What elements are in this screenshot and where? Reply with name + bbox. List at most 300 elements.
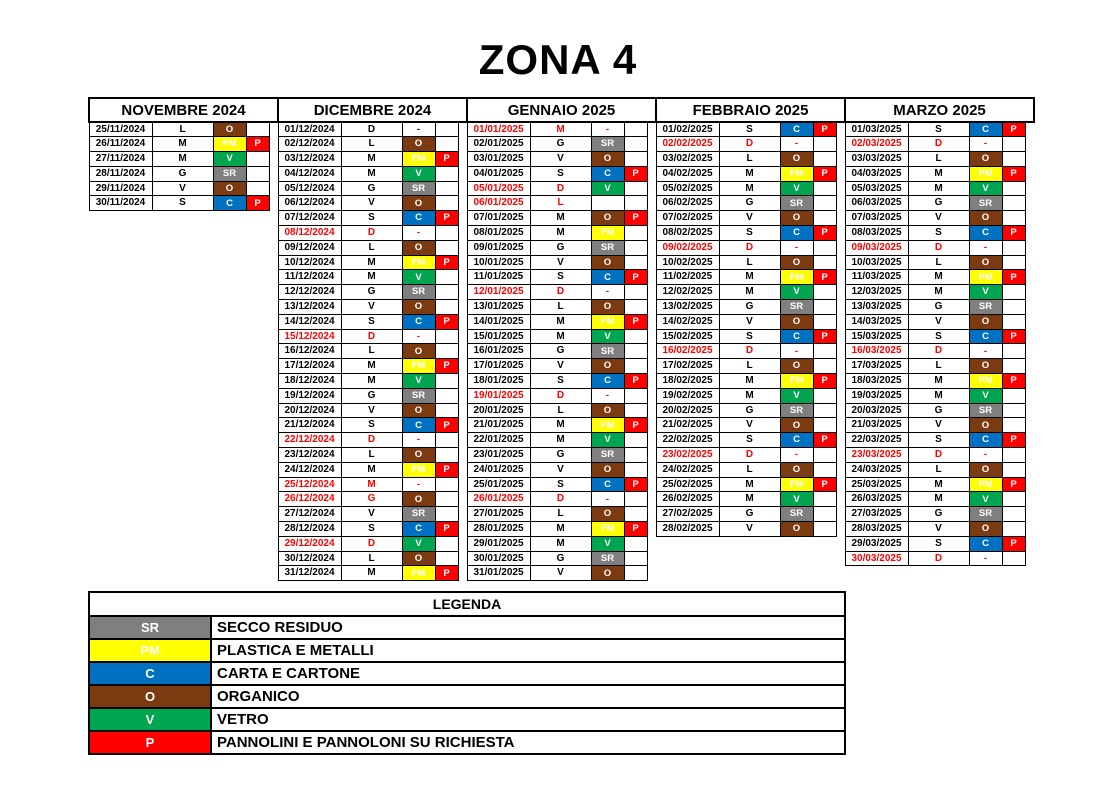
pannolini-cell — [624, 285, 647, 300]
empty-cell — [152, 507, 213, 522]
empty-cell — [1002, 566, 1025, 581]
date-cell: 16/01/2025 — [467, 344, 530, 359]
pannolini-cell — [624, 403, 647, 418]
empty-cell — [152, 211, 213, 226]
weekday-cell: S — [719, 226, 780, 241]
empty-cell — [213, 536, 246, 551]
empty-cell — [269, 300, 278, 315]
empty-cell — [89, 433, 152, 448]
month-spacer — [1025, 448, 1034, 463]
month-spacer — [269, 137, 278, 152]
legend-label: PLASTICA E METALLI — [211, 639, 845, 662]
date-cell: 23/01/2025 — [467, 448, 530, 463]
empty-cell — [213, 507, 246, 522]
weekday-cell: S — [908, 536, 969, 551]
month-spacer — [647, 137, 656, 152]
weekday-cell: L — [341, 344, 402, 359]
waste-code-cell — [591, 196, 624, 211]
empty-cell — [89, 285, 152, 300]
weekday-cell: V — [530, 255, 591, 270]
date-cell: 10/03/2025 — [845, 255, 908, 270]
pannolini-cell: P — [435, 359, 458, 374]
date-cell: 04/03/2025 — [845, 166, 908, 181]
month-spacer — [1025, 374, 1034, 389]
weekday-cell: M — [908, 181, 969, 196]
weekday-cell: D — [908, 344, 969, 359]
legend-swatch: C — [89, 662, 211, 685]
pannolini-cell — [813, 137, 836, 152]
empty-cell — [213, 285, 246, 300]
weekday-cell: V — [530, 462, 591, 477]
month-spacer — [647, 536, 656, 551]
empty-cell — [89, 492, 152, 507]
month-spacer — [458, 566, 467, 581]
pannolini-cell — [1002, 551, 1025, 566]
date-cell: 13/03/2025 — [845, 300, 908, 315]
date-cell: 21/02/2025 — [656, 418, 719, 433]
pannolini-cell — [624, 137, 647, 152]
legend-row — [89, 685, 845, 708]
pannolini-cell — [1002, 344, 1025, 359]
empty-cell — [152, 477, 213, 492]
month-spacer — [458, 492, 467, 507]
weekday-cell: S — [908, 226, 969, 241]
date-cell: 03/03/2025 — [845, 152, 908, 167]
pannolini-cell — [1002, 522, 1025, 537]
legend-row — [89, 639, 845, 662]
waste-code-cell: SR — [591, 551, 624, 566]
empty-cell — [269, 536, 278, 551]
empty-cell — [246, 374, 269, 389]
month-spacer — [458, 270, 467, 285]
month-spacer — [647, 240, 656, 255]
waste-code-cell: O — [780, 211, 813, 226]
pannolini-cell — [435, 477, 458, 492]
empty-cell — [152, 344, 213, 359]
date-cell: 30/12/2024 — [278, 551, 341, 566]
pannolini-cell: P — [246, 137, 269, 152]
month-spacer — [1025, 433, 1034, 448]
empty-cell — [213, 448, 246, 463]
weekday-cell: M — [152, 152, 213, 167]
empty-cell — [152, 255, 213, 270]
month-spacer — [458, 551, 467, 566]
weekday-cell: M — [530, 314, 591, 329]
waste-code-cell: O — [969, 152, 1002, 167]
empty-cell — [152, 522, 213, 537]
weekday-cell: M — [719, 374, 780, 389]
waste-code-cell: PM — [780, 270, 813, 285]
waste-code-cell: V — [969, 181, 1002, 196]
month-spacer — [836, 433, 845, 448]
date-cell: 01/01/2025 — [467, 122, 530, 137]
month-spacer — [647, 418, 656, 433]
waste-code-cell: O — [402, 344, 435, 359]
month-spacer — [458, 300, 467, 315]
date-cell: 04/02/2025 — [656, 166, 719, 181]
date-cell: 26/03/2025 — [845, 492, 908, 507]
month-spacer — [647, 300, 656, 315]
month-spacer — [458, 403, 467, 418]
waste-code-cell: SR — [402, 181, 435, 196]
empty-cell — [213, 300, 246, 315]
empty-cell — [246, 359, 269, 374]
date-cell: 02/01/2025 — [467, 137, 530, 152]
month-spacer — [458, 152, 467, 167]
date-cell: 05/01/2025 — [467, 181, 530, 196]
month-spacer — [647, 448, 656, 463]
date-cell: 14/12/2024 — [278, 314, 341, 329]
weekday-cell: M — [530, 329, 591, 344]
date-cell: 09/01/2025 — [467, 240, 530, 255]
month-spacer — [458, 137, 467, 152]
weekday-cell: M — [719, 270, 780, 285]
month-spacer — [836, 477, 845, 492]
month-spacer — [269, 181, 278, 196]
date-cell: 18/12/2024 — [278, 374, 341, 389]
date-cell: 08/03/2025 — [845, 226, 908, 241]
month-spacer — [458, 344, 467, 359]
month-spacer — [1025, 285, 1034, 300]
waste-code-cell: PM — [591, 418, 624, 433]
waste-code-cell: C — [780, 433, 813, 448]
month-spacer — [836, 507, 845, 522]
waste-code-cell: SR — [402, 388, 435, 403]
month-spacer — [647, 285, 656, 300]
empty-cell — [269, 433, 278, 448]
empty-cell — [246, 211, 269, 226]
month-spacer — [647, 492, 656, 507]
waste-code-cell: O — [969, 314, 1002, 329]
waste-code-cell: O — [213, 122, 246, 137]
date-cell: 18/01/2025 — [467, 374, 530, 389]
month-spacer — [458, 418, 467, 433]
waste-code-cell: V — [780, 388, 813, 403]
month-spacer — [647, 329, 656, 344]
pannolini-cell: P — [813, 477, 836, 492]
waste-code-cell: V — [213, 152, 246, 167]
date-cell: 31/12/2024 — [278, 566, 341, 581]
month-spacer — [1025, 536, 1034, 551]
empty-cell — [246, 492, 269, 507]
date-cell: 10/01/2025 — [467, 255, 530, 270]
pannolini-cell: P — [435, 314, 458, 329]
weekday-cell: S — [719, 122, 780, 137]
month-spacer — [647, 477, 656, 492]
weekday-cell: M — [719, 477, 780, 492]
waste-code-cell: O — [591, 566, 624, 581]
weekday-cell: V — [908, 418, 969, 433]
pannolini-cell: P — [813, 166, 836, 181]
month-spacer — [1025, 477, 1034, 492]
pannolini-cell: P — [1002, 374, 1025, 389]
date-cell: 01/03/2025 — [845, 122, 908, 137]
weekday-cell: M — [530, 536, 591, 551]
date-cell: 13/02/2025 — [656, 300, 719, 315]
weekday-cell: S — [530, 477, 591, 492]
date-cell: 19/12/2024 — [278, 388, 341, 403]
empty-cell — [269, 359, 278, 374]
pannolini-cell — [624, 255, 647, 270]
month-spacer — [647, 152, 656, 167]
weekday-cell: D — [908, 551, 969, 566]
date-cell: 22/01/2025 — [467, 433, 530, 448]
pannolini-cell: P — [624, 418, 647, 433]
pannolini-cell: P — [813, 270, 836, 285]
month-spacer — [836, 270, 845, 285]
date-cell: 14/01/2025 — [467, 314, 530, 329]
empty-cell — [656, 536, 719, 551]
weekday-cell: M — [152, 137, 213, 152]
date-cell: 31/01/2025 — [467, 566, 530, 581]
weekday-cell: L — [719, 462, 780, 477]
weekday-cell: G — [530, 240, 591, 255]
waste-code-cell: C — [402, 418, 435, 433]
empty-cell — [152, 403, 213, 418]
weekday-cell: V — [530, 359, 591, 374]
date-cell: 16/03/2025 — [845, 344, 908, 359]
month-header: GENNAIO 2025 — [467, 98, 656, 122]
empty-cell — [836, 536, 845, 551]
pannolini-cell — [1002, 285, 1025, 300]
pannolini-cell — [246, 181, 269, 196]
month-header: MARZO 2025 — [845, 98, 1034, 122]
waste-code-cell: SR — [969, 507, 1002, 522]
month-spacer — [458, 448, 467, 463]
empty-cell — [719, 536, 780, 551]
waste-code-cell: V — [402, 374, 435, 389]
weekday-cell: L — [341, 137, 402, 152]
empty-cell — [213, 433, 246, 448]
weekday-cell: S — [719, 329, 780, 344]
month-spacer — [458, 507, 467, 522]
pannolini-cell: P — [624, 477, 647, 492]
month-spacer — [647, 403, 656, 418]
weekday-cell: S — [530, 270, 591, 285]
pannolini-cell — [1002, 403, 1025, 418]
waste-code-cell: O — [969, 211, 1002, 226]
weekday-cell: M — [530, 433, 591, 448]
empty-cell — [213, 255, 246, 270]
month-spacer — [836, 285, 845, 300]
legend-header: LEGENDA — [89, 592, 845, 616]
month-header: FEBBRAIO 2025 — [656, 98, 845, 122]
waste-code-cell: O — [780, 359, 813, 374]
month-spacer — [458, 240, 467, 255]
date-cell: 29/11/2024 — [89, 181, 152, 196]
empty-cell — [656, 566, 719, 581]
waste-code-cell: O — [780, 418, 813, 433]
pannolini-cell — [813, 196, 836, 211]
month-spacer — [458, 477, 467, 492]
month-spacer — [458, 122, 467, 137]
empty-cell — [89, 255, 152, 270]
empty-cell — [152, 314, 213, 329]
date-cell: 09/12/2024 — [278, 240, 341, 255]
month-spacer — [647, 344, 656, 359]
weekday-cell: M — [908, 166, 969, 181]
weekday-cell: S — [341, 522, 402, 537]
empty-cell — [836, 566, 845, 581]
waste-code-cell: - — [402, 122, 435, 137]
pannolini-cell — [624, 448, 647, 463]
weekday-cell: G — [530, 137, 591, 152]
month-spacer — [458, 181, 467, 196]
waste-code-cell: PM — [402, 462, 435, 477]
waste-code-cell: O — [591, 152, 624, 167]
waste-code-cell: O — [591, 507, 624, 522]
month-spacer — [647, 166, 656, 181]
legend-label: CARTA E CARTONE — [211, 662, 845, 685]
date-cell: 12/03/2025 — [845, 285, 908, 300]
waste-code-cell: O — [402, 137, 435, 152]
weekday-cell: D — [341, 433, 402, 448]
empty-cell — [246, 240, 269, 255]
month-spacer — [1025, 507, 1034, 522]
date-cell: 01/02/2025 — [656, 122, 719, 137]
pannolini-cell — [813, 359, 836, 374]
weekday-cell: D — [530, 492, 591, 507]
empty-cell — [152, 374, 213, 389]
waste-code-cell: V — [402, 270, 435, 285]
waste-code-cell: SR — [591, 344, 624, 359]
date-cell: 07/03/2025 — [845, 211, 908, 226]
pannolini-cell — [435, 492, 458, 507]
date-cell: 25/02/2025 — [656, 477, 719, 492]
date-cell: 29/12/2024 — [278, 536, 341, 551]
pannolini-cell — [813, 462, 836, 477]
weekday-cell: M — [530, 226, 591, 241]
month-spacer — [647, 462, 656, 477]
month-spacer — [836, 344, 845, 359]
legend-table — [88, 591, 846, 755]
weekday-cell: G — [341, 492, 402, 507]
month-spacer — [836, 226, 845, 241]
empty-cell — [89, 388, 152, 403]
month-spacer — [647, 551, 656, 566]
weekday-cell: V — [530, 566, 591, 581]
pannolini-cell — [813, 344, 836, 359]
weekday-cell: S — [341, 418, 402, 433]
legend-label: VETRO — [211, 708, 845, 731]
empty-cell — [152, 492, 213, 507]
waste-code-cell: V — [780, 285, 813, 300]
weekday-cell: D — [341, 536, 402, 551]
date-cell: 27/01/2025 — [467, 507, 530, 522]
waste-code-cell: O — [402, 300, 435, 315]
month-spacer — [458, 388, 467, 403]
date-cell: 17/01/2025 — [467, 359, 530, 374]
pannolini-cell: P — [624, 211, 647, 226]
pannolini-cell — [1002, 255, 1025, 270]
date-cell: 18/03/2025 — [845, 374, 908, 389]
pannolini-cell — [435, 240, 458, 255]
date-cell: 11/12/2024 — [278, 270, 341, 285]
pannolini-cell — [813, 403, 836, 418]
pannolini-cell — [1002, 359, 1025, 374]
empty-cell — [269, 270, 278, 285]
pannolini-cell — [813, 181, 836, 196]
date-cell: 06/02/2025 — [656, 196, 719, 211]
pannolini-cell — [1002, 418, 1025, 433]
pannolini-cell — [435, 507, 458, 522]
month-spacer — [269, 152, 278, 167]
month-spacer — [1025, 492, 1034, 507]
empty-cell — [845, 566, 908, 581]
month-spacer — [458, 374, 467, 389]
weekday-cell: V — [341, 403, 402, 418]
empty-cell — [780, 566, 813, 581]
empty-cell — [152, 418, 213, 433]
date-cell: 23/12/2024 — [278, 448, 341, 463]
month-spacer — [647, 374, 656, 389]
month-spacer — [647, 255, 656, 270]
waste-code-cell: C — [780, 122, 813, 137]
weekday-cell: M — [908, 285, 969, 300]
empty-cell — [813, 536, 836, 551]
pannolini-cell: P — [435, 462, 458, 477]
legend-swatch: SR — [89, 616, 211, 639]
pannolini-cell — [624, 196, 647, 211]
date-cell: 09/03/2025 — [845, 240, 908, 255]
date-cell: 24/03/2025 — [845, 462, 908, 477]
month-spacer — [836, 152, 845, 167]
empty-cell — [246, 403, 269, 418]
month-spacer — [647, 122, 656, 137]
waste-code-cell: C — [591, 270, 624, 285]
date-cell: 11/03/2025 — [845, 270, 908, 285]
waste-code-cell: O — [402, 240, 435, 255]
waste-code-cell: V — [780, 181, 813, 196]
legend-swatch: V — [89, 708, 211, 731]
weekday-cell: M — [908, 492, 969, 507]
empty-cell — [246, 507, 269, 522]
pannolini-cell — [1002, 152, 1025, 167]
waste-code-cell: V — [402, 536, 435, 551]
weekday-cell: G — [152, 166, 213, 181]
date-cell: 19/01/2025 — [467, 388, 530, 403]
waste-code-cell: C — [402, 522, 435, 537]
pannolini-cell — [813, 152, 836, 167]
date-cell: 10/12/2024 — [278, 255, 341, 270]
weekday-cell: V — [530, 152, 591, 167]
waste-code-cell: PM — [213, 137, 246, 152]
legend-label: PANNOLINI E PANNOLONI SU RICHIESTA — [211, 731, 845, 754]
pannolini-cell — [624, 122, 647, 137]
date-cell: 21/12/2024 — [278, 418, 341, 433]
month-spacer — [269, 122, 278, 137]
empty-cell — [813, 551, 836, 566]
waste-code-cell: PM — [969, 477, 1002, 492]
weekday-cell: L — [719, 152, 780, 167]
pannolini-cell — [1002, 462, 1025, 477]
month-spacer — [1025, 137, 1034, 152]
date-cell: 14/02/2025 — [656, 314, 719, 329]
month-spacer — [836, 388, 845, 403]
date-cell: 06/01/2025 — [467, 196, 530, 211]
weekday-cell: D — [530, 388, 591, 403]
waste-code-cell: SR — [402, 507, 435, 522]
pannolini-cell — [1002, 181, 1025, 196]
date-cell: 17/12/2024 — [278, 359, 341, 374]
empty-cell — [89, 344, 152, 359]
weekday-cell: V — [341, 196, 402, 211]
month-spacer — [647, 314, 656, 329]
waste-code-cell: O — [213, 181, 246, 196]
waste-code-cell: C — [402, 314, 435, 329]
waste-code-cell: PM — [969, 270, 1002, 285]
weekday-cell: G — [908, 300, 969, 315]
